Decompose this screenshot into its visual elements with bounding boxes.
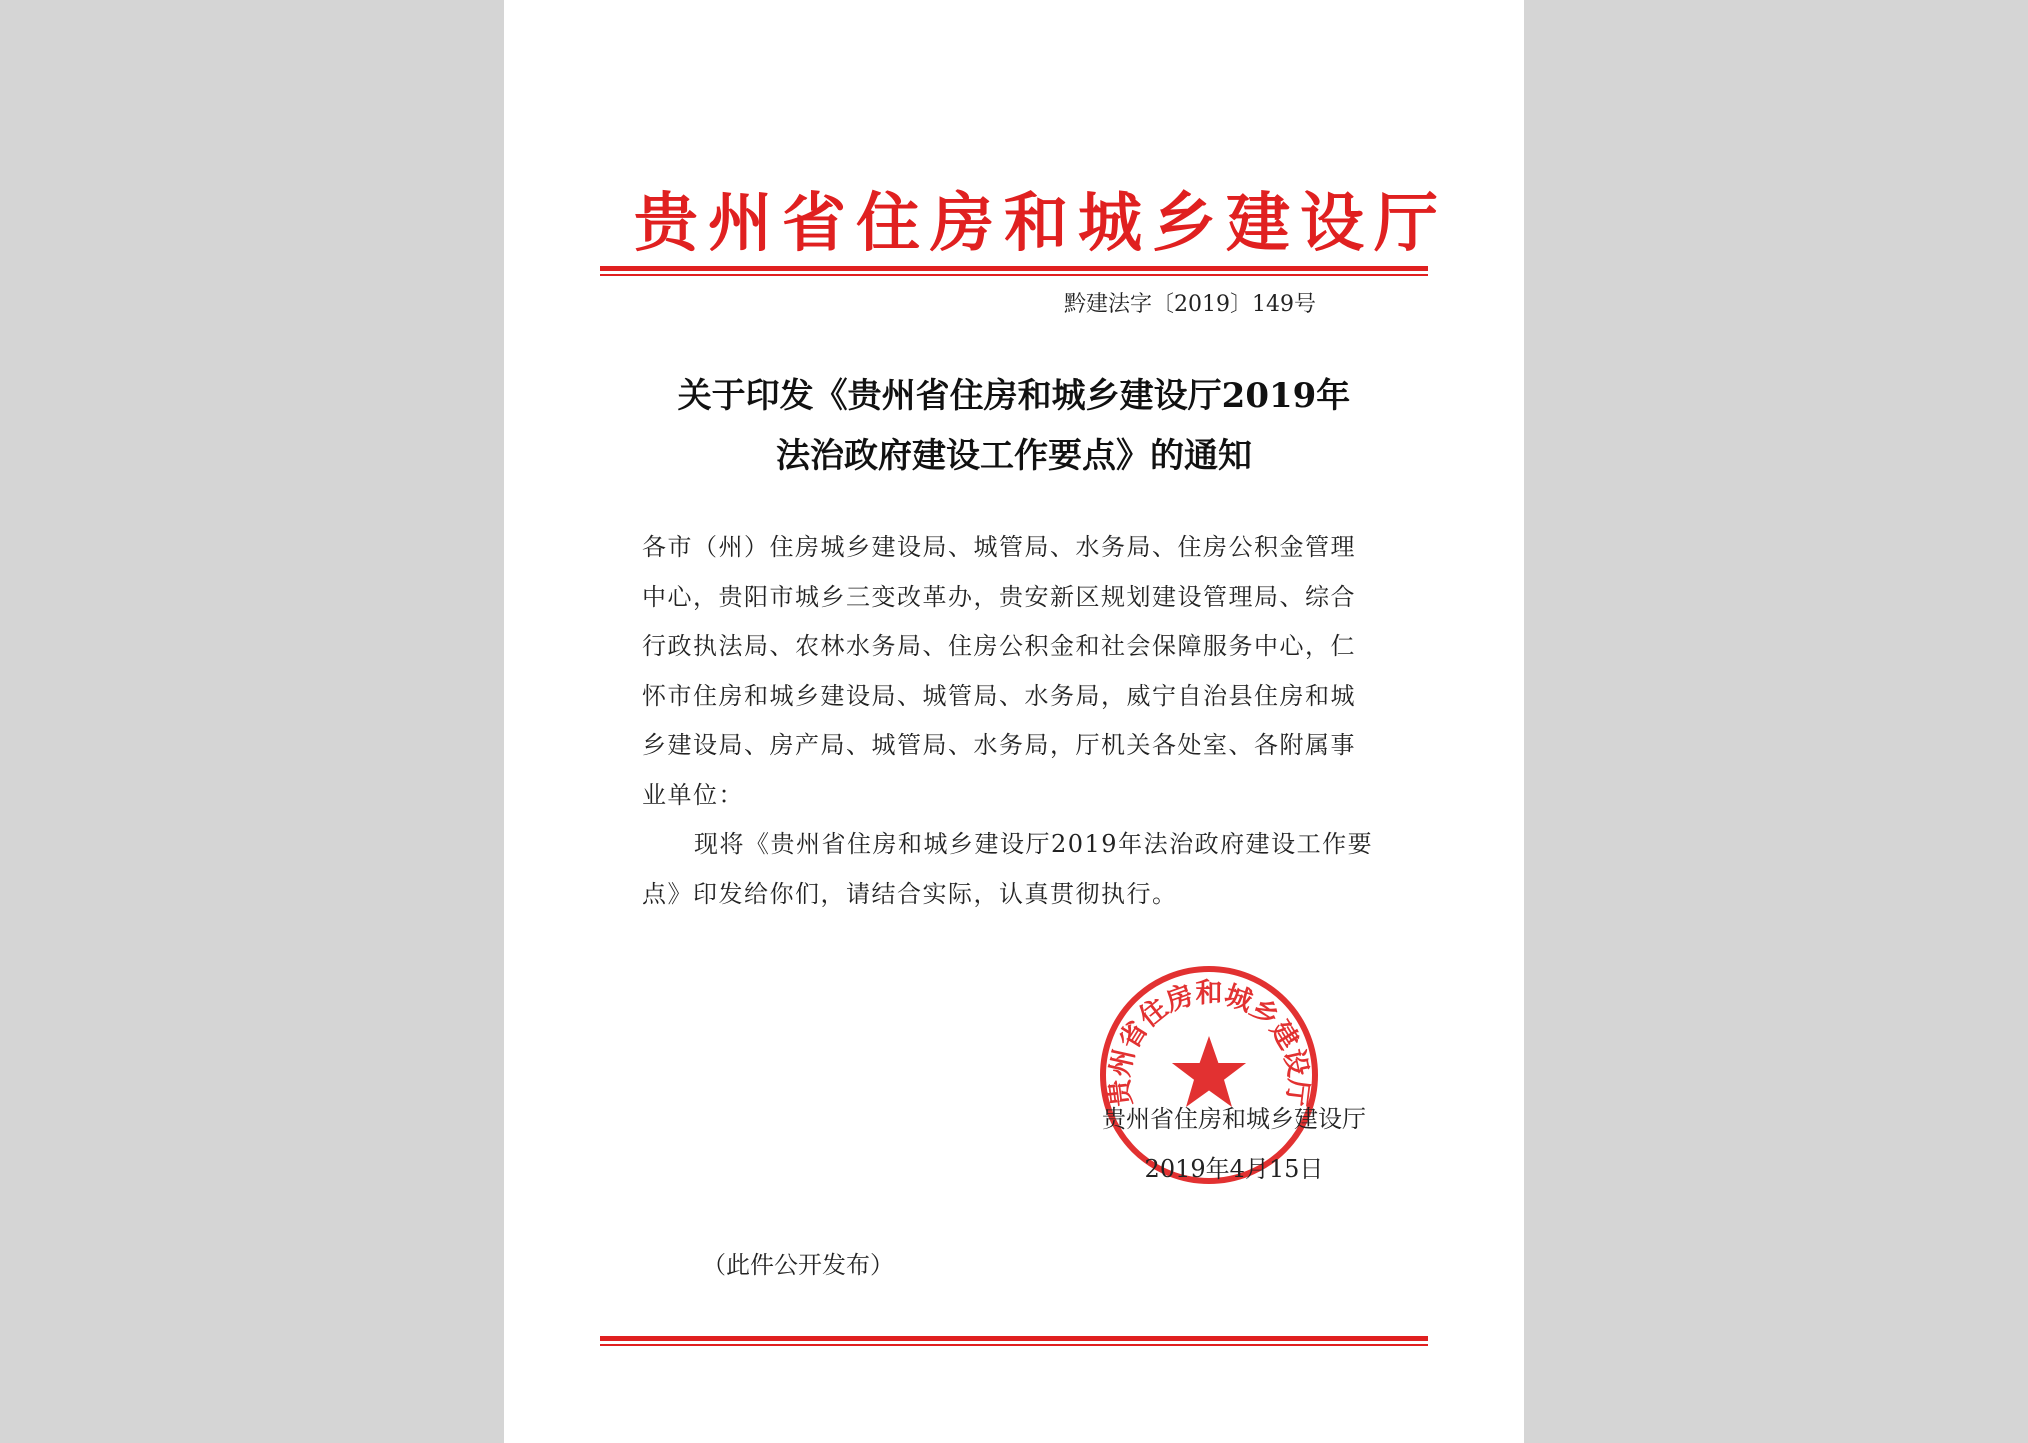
- signature-org: 贵州省住房和城乡建设厅: [1102, 1105, 1366, 1133]
- body-line: 中心，贵阳市城乡三变改革办，贵安新区规划建设管理局、综合: [642, 582, 1356, 611]
- public-release-note: （此件公开发布）: [702, 1251, 894, 1279]
- footer-rule-thick: [600, 1336, 1428, 1341]
- body-line: 怀市住房和城乡建设局、城管局、水务局，威宁自治县住房和城: [642, 681, 1356, 710]
- signature-date: 2019年4月15日: [1144, 1155, 1324, 1183]
- header-rule-thin: [600, 274, 1428, 276]
- notice-title-line-1: 关于印发《贵州省住房和城乡建设厅2019年: [677, 376, 1351, 416]
- notice-title: [624, 366, 1404, 486]
- body-line: 乡建设局、房产局、城管局、水务局，厅机关各处室、各附属事: [642, 731, 1356, 759]
- body-line: 点》印发给你们，请结合实际，认真贯彻执行。: [642, 879, 1178, 908]
- notice-title-line-2: 法治政府建设工作要点》的通知: [776, 436, 1252, 476]
- document-number: 黔建法字〔2019〕149号: [1064, 292, 1316, 317]
- body-line: 行政执法局、农林水务局、住房公积金和社会保障服务中心，仁: [642, 632, 1356, 660]
- seal-text: 贵州省住房和城乡建设厅: [1104, 978, 1314, 1108]
- signature-block: [1074, 1094, 1394, 1194]
- body-line: 各市（州）住房城乡建设局、城管局、水务局、住房公积金管理: [642, 533, 1356, 561]
- body-line: 现将《贵州省住房和城乡建设厅2019年法治政府建设工作要: [694, 830, 1374, 858]
- org-header-title: 贵州省住房和城乡建设厅: [634, 186, 1448, 261]
- document-page: [504, 0, 1524, 1443]
- header-rule-thick: [600, 266, 1428, 271]
- footer-rule-thin: [600, 1344, 1428, 1346]
- notice-body: [642, 523, 1404, 919]
- body-line: 业单位：: [642, 780, 744, 809]
